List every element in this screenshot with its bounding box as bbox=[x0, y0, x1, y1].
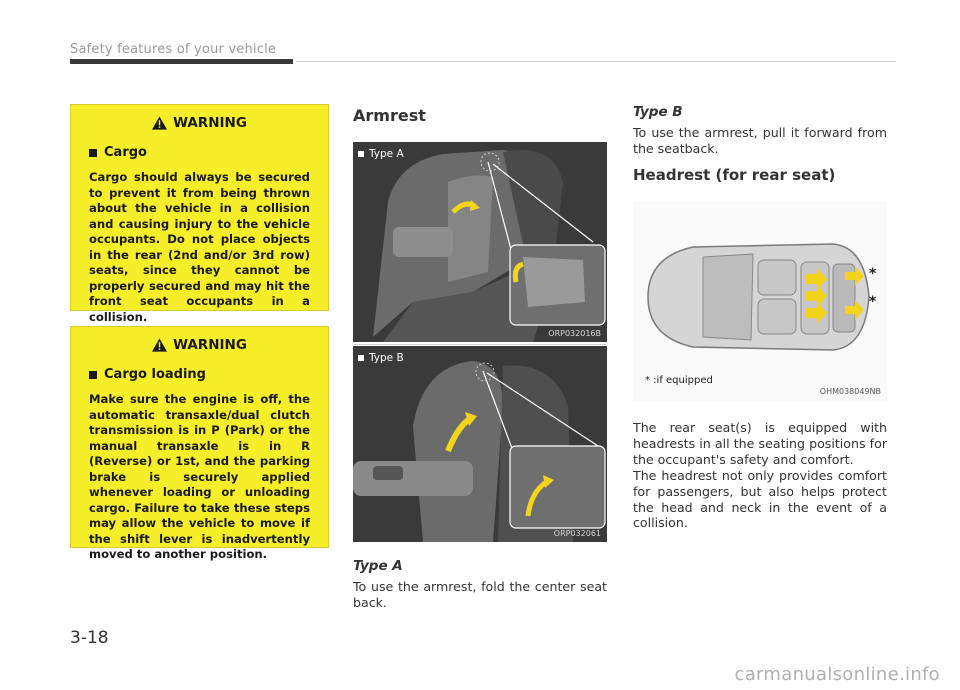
warning-subtitle-text: Cargo bbox=[104, 145, 147, 160]
figure-label bbox=[358, 148, 404, 160]
warning-box-cargo bbox=[70, 104, 329, 324]
figure-divider bbox=[353, 344, 607, 345]
asterisk-marker: * bbox=[869, 294, 877, 310]
type-b-text: To use the armrest, pull it forward from the seatback. bbox=[633, 125, 887, 156]
page-number: 3-18 bbox=[70, 628, 109, 648]
asterisk-marker: * bbox=[869, 266, 877, 282]
warning-title bbox=[81, 115, 318, 131]
figure-label-text: Type A bbox=[369, 148, 404, 160]
warning-text: Cargo should always be secured to prevent it from being thrown about the vehicle in a collision and causing injury to the vehicle occupants. Do not place objects in the rear (2nd and/or 3rd row) seats, since they cannot be properly secured and may hit the front seat occupants in a collision. bbox=[89, 170, 310, 324]
header-rule bbox=[296, 61, 896, 62]
front-seat-armrest-illustration bbox=[353, 346, 607, 542]
type-a-text: To use the armrest, fold the center seat back. bbox=[353, 579, 607, 610]
watermark: carmanualsonline.info bbox=[734, 664, 940, 685]
square-bullet-icon bbox=[358, 151, 364, 157]
square-bullet-icon bbox=[358, 355, 364, 361]
figure-code: OHM038049NB bbox=[819, 387, 881, 396]
figure-type-b bbox=[353, 346, 607, 542]
headrest-paragraph-1: The rear seat(s) is equipped with headrests in all the seating positions for the occupant's safety and comfort. bbox=[633, 420, 887, 467]
rear-seat-armrest-illustration bbox=[353, 142, 607, 342]
figure-label bbox=[358, 352, 404, 364]
armrest-heading: Armrest bbox=[353, 106, 426, 125]
vehicle-top-view-illustration bbox=[633, 202, 887, 402]
square-bullet-icon bbox=[89, 149, 97, 157]
warning-icon bbox=[152, 338, 167, 352]
figure-note: * :if equipped bbox=[645, 375, 713, 386]
type-b-heading: Type B bbox=[633, 104, 683, 120]
header-bar bbox=[70, 59, 293, 64]
warning-title bbox=[81, 337, 318, 353]
warning-subtitle bbox=[89, 367, 318, 382]
figure-code: ORP032061 bbox=[553, 529, 601, 538]
square-bullet-icon bbox=[89, 371, 97, 379]
warning-box-cargo-loading bbox=[70, 326, 329, 561]
headrest-paragraph-2: The headrest not only provides comfort for passengers, but also helps protect the head and neck in the event of a collision. bbox=[633, 468, 887, 531]
section-title: Safety features of your vehicle bbox=[70, 42, 277, 57]
warning-icon bbox=[152, 116, 167, 130]
warning-title-text: WARNING bbox=[173, 337, 247, 353]
figure-type-a bbox=[353, 142, 607, 342]
figure-headrest bbox=[633, 202, 887, 402]
figure-label-text: Type B bbox=[369, 352, 404, 364]
type-a-heading: Type A bbox=[353, 558, 403, 574]
headrest-heading: Headrest (for rear seat) bbox=[633, 166, 836, 184]
warning-title-text: WARNING bbox=[173, 115, 247, 131]
warning-subtitle bbox=[89, 145, 318, 160]
warning-subtitle-text: Cargo loading bbox=[104, 367, 206, 382]
warning-text: Make sure the engine is off, the automatic transaxle/dual clutch transmission is in P (Park) or the manual transaxle is in R (Reverse) or 1st, and the parking brake is securely applied whenever loading or unloading cargo. Failure to take these steps may allow the vehicle to move if the shift lever is inadvertently moved to another position. bbox=[89, 392, 310, 561]
figure-code: ORP032016B bbox=[548, 329, 601, 338]
